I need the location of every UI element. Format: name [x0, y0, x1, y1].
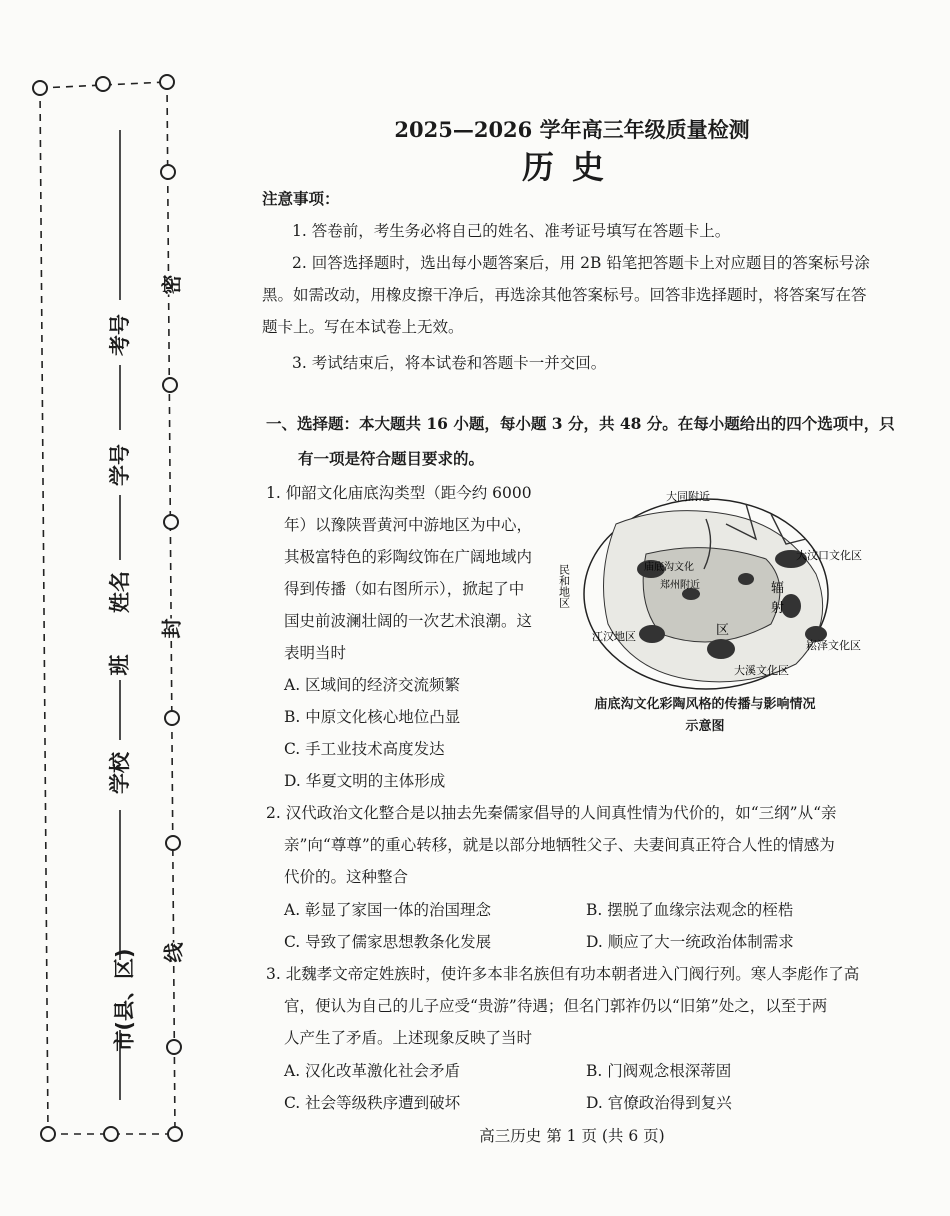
q1-line-3: 其极富特色的彩陶纹饰在广阔地域内	[284, 548, 533, 566]
student-id-label: 学号	[108, 444, 132, 486]
punch-hole	[104, 1127, 118, 1141]
punch-hole	[167, 1040, 181, 1054]
punch-hole	[165, 711, 179, 725]
q1-option-b: B. 中原文化核心地位凸显	[284, 708, 461, 726]
binding-frame	[0, 0, 200, 1216]
binding-margin	[0, 0, 200, 1216]
map-label-radiate: 辐	[771, 581, 785, 596]
note-2-cont: 黑。如需改动，用橡皮擦干净后，再选涂其他答案标号。回答非选择题时，将答案写在答	[262, 286, 867, 304]
name-label: 姓名	[108, 571, 132, 613]
map-label-north: 大同附近	[666, 490, 710, 503]
q3-line-2: 官，便认为自己的儿子应受“贵游”待遇；但名门郭祚仍以“旧第”处之，以至于两	[284, 997, 828, 1015]
q1-line-1: 1. 仰韶文化庙底沟类型（距今约 6000	[266, 484, 532, 502]
q3-option-b: B. 门阀观念根深蒂固	[586, 1062, 732, 1080]
map-drawing	[556, 484, 876, 696]
map-label-area: 区	[716, 623, 730, 638]
map-label-southwest: 江汉地区	[592, 630, 636, 643]
notes-heading: 注意事项：	[262, 189, 340, 208]
note-2: 2. 回答选择题时，选出每小题答案后，用 2B 铅笔把答题卡上对应题目的答案标号涂	[292, 254, 870, 272]
map-label-south: 大溪文化区	[734, 664, 789, 677]
note-1: 1. 答卷前，考生务必将自己的姓名、准考证号填写在答题卡上。	[292, 222, 731, 240]
section1-line2: 有一项是符合题目要求的。	[298, 449, 485, 468]
note-3: 3. 考试结束后，将本试卷和答题卡一并交回。	[292, 354, 607, 372]
punch-hole	[33, 81, 47, 95]
q3-option-d: D. 官僚政治得到复兴	[586, 1094, 732, 1112]
q2-line-1: 2. 汉代政治文化整合是以抽去先秦儒家倡导的人间真性情为代价的，如“三纲”从“亲	[266, 804, 837, 822]
q1-option-d: D. 华夏文明的主体形成	[284, 772, 446, 790]
q2-option-d: D. 顺应了大一统政治体制需求	[586, 933, 794, 951]
map-label-center: 庙底沟文化	[644, 562, 694, 573]
map-label-west: 民和地区	[557, 564, 571, 608]
punch-hole	[168, 1127, 182, 1141]
map-label-east: 大汶口文化区	[796, 549, 862, 562]
punch-hole	[163, 378, 177, 392]
punch-hole	[41, 1127, 55, 1141]
map-label-center2: 郑州附近	[660, 580, 700, 591]
q1-line-6: 表明当时	[284, 644, 347, 662]
punch-hole	[166, 836, 180, 850]
q3-option-a: A. 汉化改革激化社会矛盾	[284, 1062, 461, 1080]
city-label: 市(县、区)	[112, 948, 137, 1052]
q1-option-a: A. 区域间的经济交流频繁	[284, 676, 461, 694]
map-label-radiate2: 射	[771, 601, 785, 616]
pottery-spread-map	[556, 484, 876, 696]
q3-line-3: 人产生了矛盾。上述现象反映了当时	[284, 1029, 533, 1047]
cut-word-seal: 密	[154, 275, 187, 295]
q3-line-1: 3. 北魏孝文帝定姓族时，使许多本非名族但有功本朝者进入门阀行列。寒人李彪作了高	[266, 965, 860, 983]
exam-number-label: 考号	[108, 314, 132, 356]
map-label-southeast: 崧泽文化区	[806, 639, 861, 652]
map-caption-line1: 庙底沟文化彩陶风格的传播与影响情况	[594, 697, 816, 712]
q1-line-5: 国史前波澜壮阔的一次艺术浪潮。这	[284, 612, 533, 630]
q2-line-2: 亲”向“尊尊”的重心转移，就是以部分地牺牲父子、夫妻间真正符合人性的情感为	[284, 836, 835, 854]
q2-line-3: 代价的。这种整合	[284, 868, 409, 886]
punch-hole	[164, 515, 178, 529]
q1-line-2: 年）以豫陕晋黄河中游地区为中心，	[284, 516, 533, 534]
q1-line-4: 得到传播（如右图所示），掀起了中	[284, 580, 525, 598]
q2-option-c: C. 导致了儒家思想教条化发展	[284, 933, 492, 951]
map-caption-line2: 示意图	[685, 719, 725, 734]
page-footer: 高三历史 第 1 页 (共 6 页)	[479, 1127, 665, 1145]
section1-line1: 一、选择题：本大题共 16 小题，每小题 3 分，共 48 分。在每小题给出的四个选项中，只	[266, 414, 895, 433]
punch-hole	[96, 77, 110, 91]
exam-title: 2025—2026 学年高三年级质量检测	[394, 117, 750, 142]
q1-option-c: C. 手工业技术高度发达	[284, 740, 445, 758]
map-caption	[560, 694, 850, 738]
punch-hole	[161, 165, 175, 179]
q2-option-b: B. 摆脱了血缘宗法观念的桎梏	[586, 901, 794, 919]
note-2-cont2: 题卡上。写在本试卷上无效。	[262, 318, 464, 336]
q2-option-a: A. 彰显了家国一体的治国理念	[284, 901, 492, 919]
class-label: 班	[107, 654, 132, 676]
cut-word-envelope: 封	[154, 619, 187, 639]
punch-hole	[160, 75, 174, 89]
school-label: 学校	[108, 752, 132, 794]
q3-option-c: C. 社会等级秩序遭到破坏	[284, 1094, 461, 1112]
subject-title: 历史	[521, 148, 622, 186]
cut-word-line: 线	[156, 943, 189, 963]
